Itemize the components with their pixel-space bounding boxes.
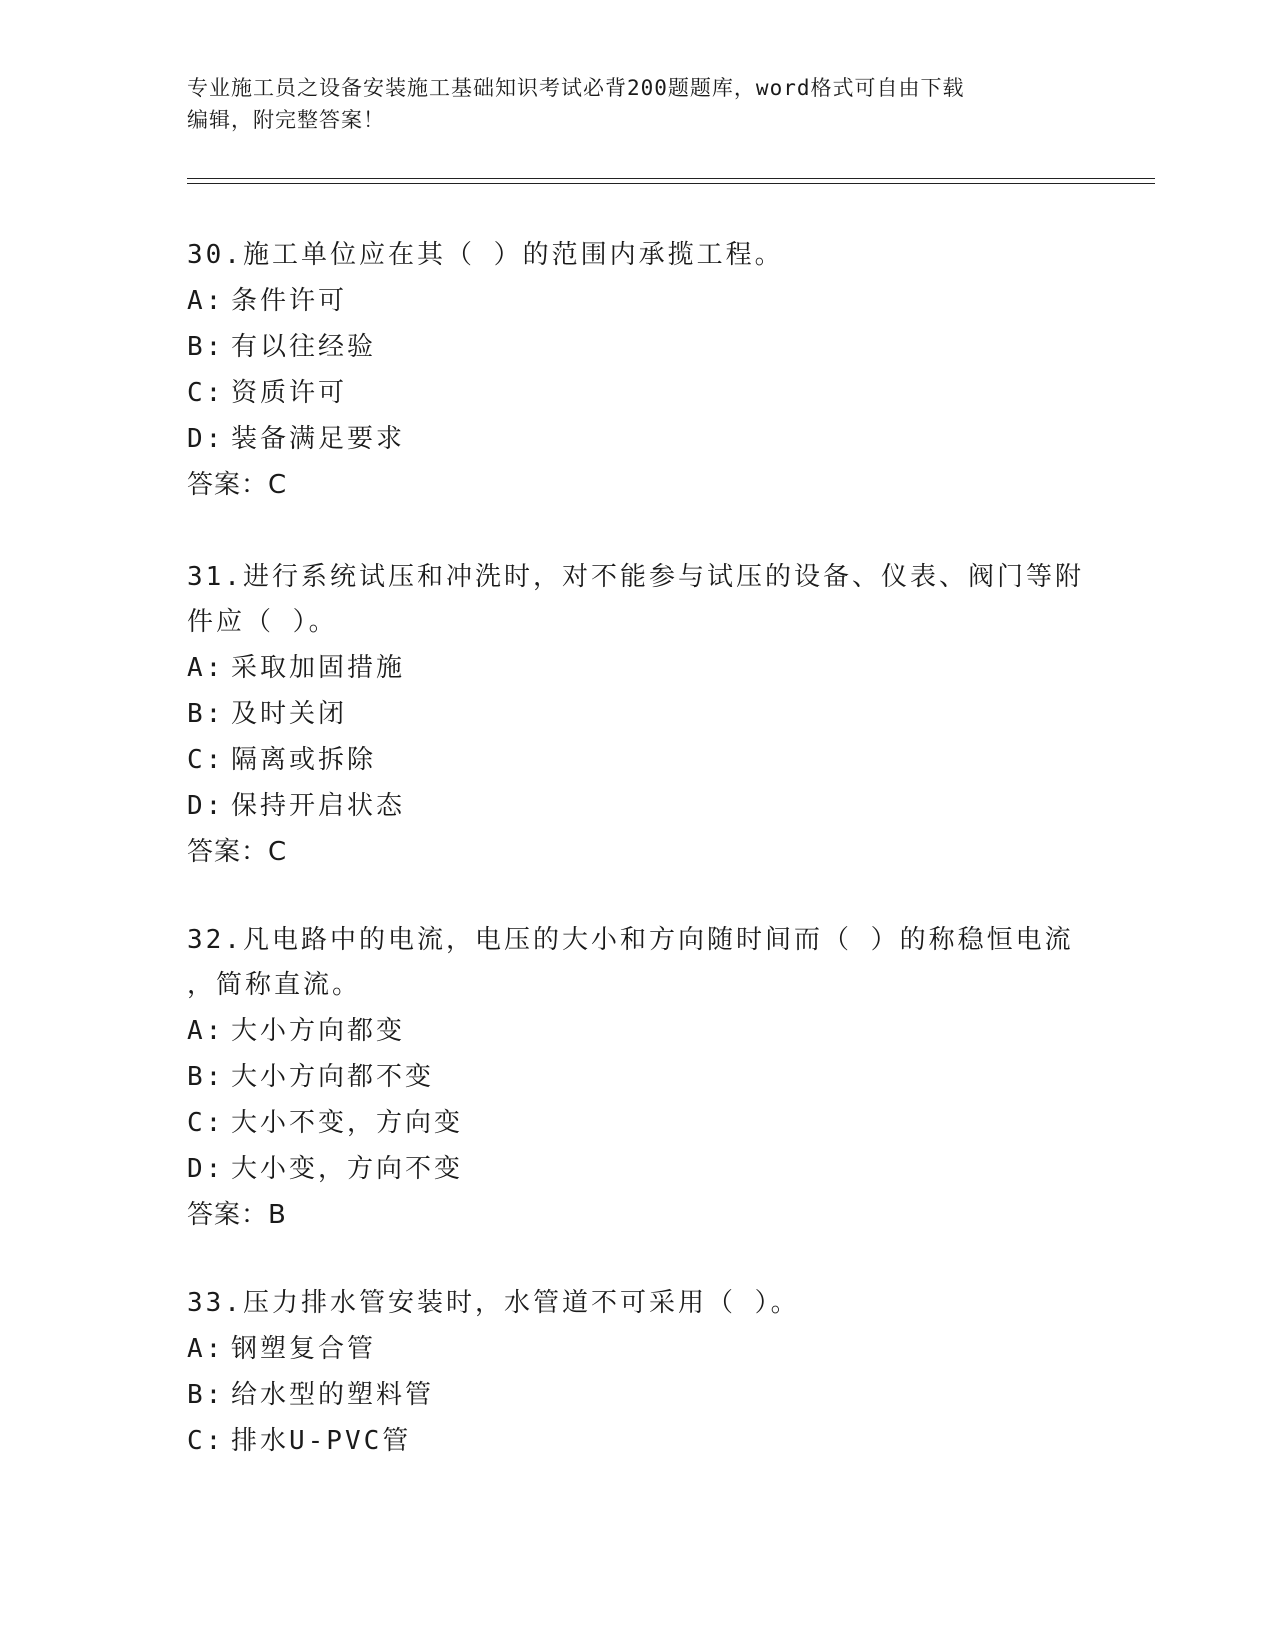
question-stem: 31.进行系统试压和冲洗时，对不能参与试压的设备、仪表、阀门等附 xyxy=(187,562,1084,592)
answer: 答案：C xyxy=(187,837,288,867)
option-key: B: xyxy=(187,1062,225,1092)
option-d xyxy=(187,1146,1087,1192)
option-key: C: xyxy=(187,1108,225,1138)
question-31 xyxy=(187,555,1087,875)
option-b xyxy=(187,324,1087,370)
option-a xyxy=(187,645,1087,691)
option-text: 装备满足要求 xyxy=(231,424,406,454)
option-text: 大小方向都不变 xyxy=(231,1062,435,1092)
option-a xyxy=(187,1008,1087,1054)
option-b xyxy=(187,1054,1087,1100)
option-key: A: xyxy=(187,286,225,316)
question-stem: 32.凡电路中的电流，电压的大小和方向随时间而（ ）的称稳恒电流 xyxy=(187,925,1074,955)
option-key: B: xyxy=(187,699,225,729)
option-text: 采取加固措施 xyxy=(231,653,406,683)
option-c xyxy=(187,370,1087,416)
document-header xyxy=(187,72,1067,136)
option-key: B: xyxy=(187,332,225,362)
answer: 答案：C xyxy=(187,470,288,500)
option-text: 隔离或拆除 xyxy=(231,745,377,775)
option-text: 资质许可 xyxy=(231,378,348,408)
option-text: 给水型的塑料管 xyxy=(231,1380,435,1410)
option-d xyxy=(187,416,1087,462)
question-33 xyxy=(187,1281,1087,1464)
header-title-line-1: 专业施工员之设备安装施工基础知识考试必背200题题库，word格式可自由下载 xyxy=(187,76,965,100)
question-stem-continued: 件应（ ）。 xyxy=(187,607,338,637)
option-c xyxy=(187,1100,1087,1146)
option-key: C: xyxy=(187,1426,225,1456)
header-divider-bottom xyxy=(187,183,1155,184)
question-32 xyxy=(187,918,1087,1238)
header-title-line-2: 编辑，附完整答案！ xyxy=(187,108,385,132)
option-text: 保持开启状态 xyxy=(231,791,406,821)
question-30 xyxy=(187,233,1087,508)
answer: 答案：B xyxy=(187,1200,287,1230)
option-text: 排水U-PVC管 xyxy=(231,1426,412,1456)
option-key: C: xyxy=(187,378,225,408)
question-stem-continued: ，简称直流。 xyxy=(187,970,362,1000)
option-a xyxy=(187,278,1087,324)
option-text: 大小方向都变 xyxy=(231,1016,406,1046)
option-a xyxy=(187,1326,1087,1372)
option-b xyxy=(187,1372,1087,1418)
option-text: 大小变，方向不变 xyxy=(231,1154,464,1184)
option-text: 有以往经验 xyxy=(231,332,377,362)
option-key: B: xyxy=(187,1380,225,1410)
option-c xyxy=(187,1418,1087,1464)
option-key: D: xyxy=(187,791,225,821)
question-stem: 30.施工单位应在其（ ）的范围内承揽工程。 xyxy=(187,240,784,270)
option-text: 及时关闭 xyxy=(231,699,348,729)
option-key: A: xyxy=(187,1016,225,1046)
option-text: 大小不变，方向变 xyxy=(231,1108,464,1138)
option-key: C: xyxy=(187,745,225,775)
option-key: D: xyxy=(187,1154,225,1184)
option-key: A: xyxy=(187,1334,225,1364)
option-text: 钢塑复合管 xyxy=(231,1334,377,1364)
option-d xyxy=(187,783,1087,829)
option-c xyxy=(187,737,1087,783)
header-divider-top xyxy=(187,178,1155,179)
question-stem: 33.压力排水管安装时，水管道不可采用（ ）。 xyxy=(187,1288,800,1318)
option-key: D: xyxy=(187,424,225,454)
option-b xyxy=(187,691,1087,737)
option-key: A: xyxy=(187,653,225,683)
option-text: 条件许可 xyxy=(231,286,348,316)
